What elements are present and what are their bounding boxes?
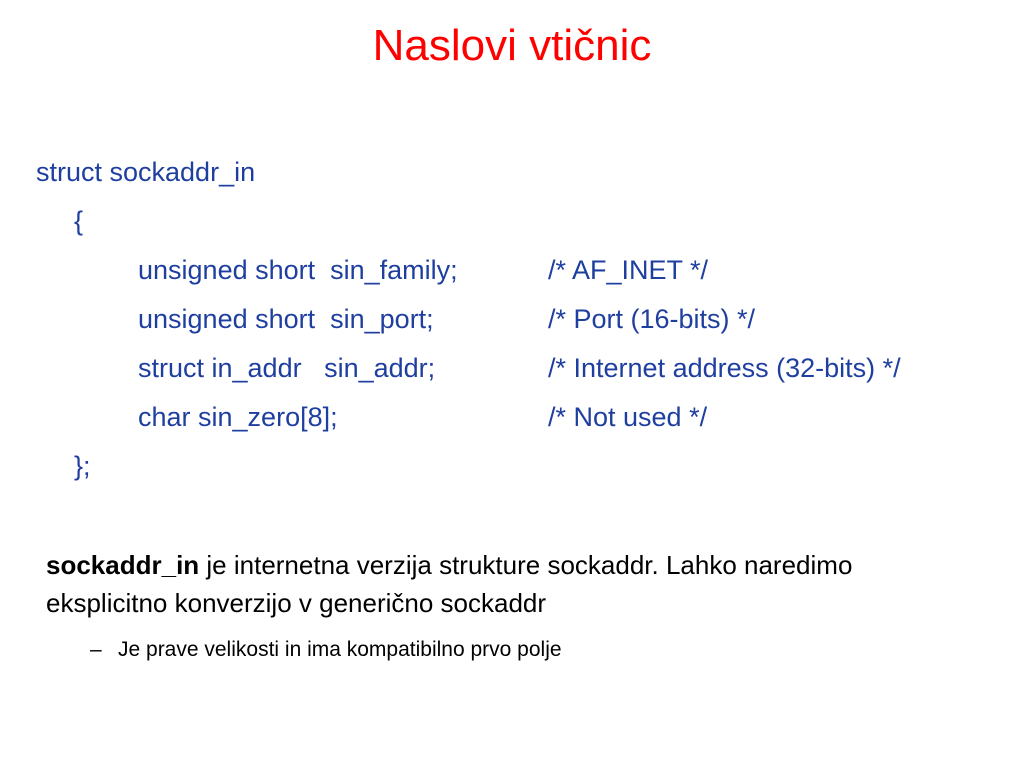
struct-name-bold: sockaddr_in [46,550,200,580]
slide-title: Naslovi vtičnic [372,21,652,70]
field-comment: /* AF_INET */ [548,255,709,285]
code-line-field [36,397,996,446]
open-brace: { [74,206,84,236]
field-declaration: struct in_addr sin_addr; [138,353,436,383]
code-line-brace-open [36,201,996,250]
code-line-struct [36,152,996,201]
close-brace: }; [74,451,91,481]
code-line-field [36,250,996,299]
code-block [36,152,996,495]
description-text: je internetna verzija strukture sockaddr. Lahko naredimo eksplicitno konverzijo v generično sockaddr [46,550,853,618]
description-paragraph [46,546,946,622]
field-comment: /* Internet address (32-bits) */ [548,353,901,383]
code-line-field [36,299,996,348]
field-declaration: char sin_zero[8]; [138,402,338,432]
code-line-field [36,348,996,397]
dash-bullet-icon: – [90,638,102,661]
struct-declaration: struct sockaddr_in [36,157,256,187]
field-comment: /* Not used */ [548,402,708,432]
field-declaration: unsigned short sin_family; [138,255,458,285]
code-line-brace-close [36,446,996,495]
sub-bullet-text: Je prave velikosti in ima kompatibilno prvo polje [118,638,562,661]
field-declaration: unsigned short sin_port; [138,304,434,334]
field-comment: /* Port (16-bits) */ [548,304,756,334]
